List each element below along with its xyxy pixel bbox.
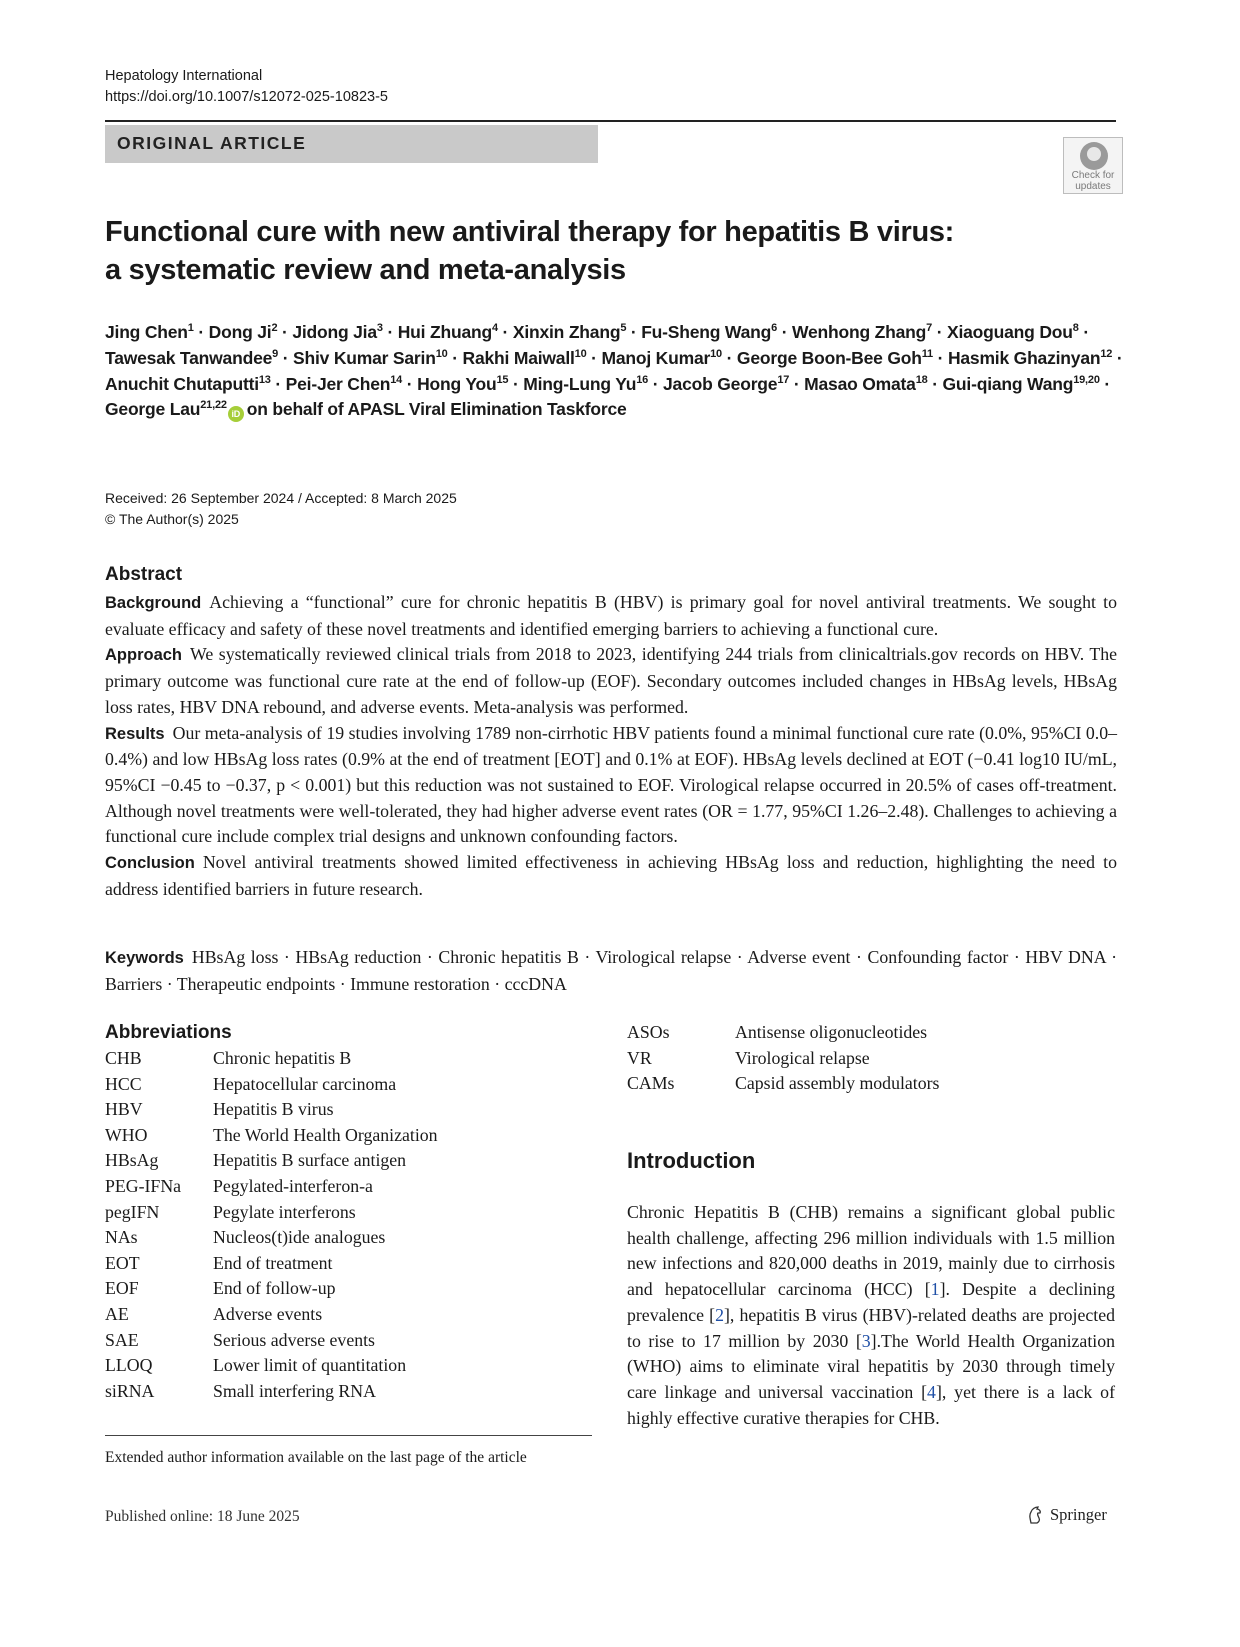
author-name[interactable]: Xiaoguang Dou xyxy=(947,322,1073,342)
author-name[interactable]: Jacob George xyxy=(663,373,778,394)
springer-horse-icon xyxy=(1025,1505,1045,1525)
author-name[interactable]: Tawesak Tanwandee xyxy=(105,347,273,368)
author-affiliation: 17 xyxy=(777,373,790,386)
abbreviation-definition: Capsid assembly modulators xyxy=(735,1073,940,1094)
paragraph-text: Chronic Hepatitis B (CHB) remains a significant global public health challenge, affecting 296 million individuals with 1.5 million new infections and 820,000 deaths in 2019, mainly due to cirrhosis and hepatocellular carcinoma (HCC) [ xyxy=(627,1202,1115,1300)
check-for-updates-icon xyxy=(1080,142,1108,170)
keywords-text: HBsAg loss · HBsAg reduction · Chronic hepatitis B · Virological relapse · Adverse event · Confounding factor · HBV DNA · Barriers · Therapeutic endpoints · Immune restoration · cccDNA xyxy=(105,947,1117,994)
abbreviations-right-column xyxy=(627,1020,939,1097)
check-for-updates-button[interactable] xyxy=(1063,137,1123,194)
keywords-label: Keywords xyxy=(105,949,184,967)
author-affiliation: 11 xyxy=(921,347,933,360)
abbreviation-row xyxy=(105,1200,438,1226)
author-affiliation: 9 xyxy=(272,347,279,360)
author-name[interactable]: Gui-qiang Wang xyxy=(942,373,1074,394)
abbreviation-term: ASOs xyxy=(627,1022,670,1042)
author-name[interactable]: Hong You xyxy=(417,373,497,394)
author-affiliation: 10 xyxy=(574,347,587,360)
abbreviation-definition: Serious adverse events xyxy=(213,1329,375,1350)
abstract-conclusion: Conclusion Novel antiviral treatments showed limited effectiveness in achieving HBsAg loss and reduction, highlighting the need to address identified barriers in future research. xyxy=(105,852,1117,899)
abbreviation-term: LLOQ xyxy=(105,1355,153,1376)
abstract-background: Background Achieving a “functional” cure for chronic hepatitis B (HBV) is primary goal for novel antiviral treatments. We sought to evaluate efficacy and safety of these novel treatments and identified emerging barriers to achieving a functional cure. xyxy=(105,592,1117,639)
abbreviations-left-column xyxy=(105,1046,438,1404)
abbreviation-term: HCC xyxy=(105,1073,142,1094)
abbreviation-row xyxy=(627,1046,939,1072)
author-name[interactable]: Wenhong Zhang xyxy=(792,322,927,342)
author-name[interactable]: Ming-Lung Yu xyxy=(523,373,637,394)
keywords xyxy=(105,945,1117,997)
abbreviation-term: CAMs xyxy=(627,1073,675,1094)
abbreviation-definition: Pegylated-interferon-a xyxy=(213,1175,373,1196)
abbreviation-row xyxy=(105,1123,438,1149)
abbreviation-definition: The World Health Organization xyxy=(213,1124,438,1145)
header-rule xyxy=(105,120,1116,122)
abbreviation-term: pegIFN xyxy=(105,1201,160,1222)
abbreviation-definition: Hepatocellular carcinoma xyxy=(213,1073,397,1094)
abbreviation-term: PEG-IFNa xyxy=(105,1175,182,1196)
abbreviation-term: EOF xyxy=(105,1278,139,1299)
authors-group-suffix: on behalf of APASL Viral Elimination Taskforce xyxy=(246,399,627,420)
article-title: Functional cure with new antiviral therapy for hepatitis B virus: a systematic review and meta-analysis xyxy=(105,216,955,286)
author-affiliation: 21,22 xyxy=(200,399,227,412)
publisher-name: Springer xyxy=(1050,1505,1107,1524)
abbreviation-term: HBV xyxy=(105,1099,143,1120)
citation-link[interactable]: 2 xyxy=(715,1304,724,1325)
author-affiliation: 10 xyxy=(710,347,722,360)
author-name[interactable]: George Lau xyxy=(105,399,201,420)
abbreviation-definition: Adverse events xyxy=(213,1303,323,1324)
abbreviation-definition: Chronic hepatitis B xyxy=(213,1048,352,1068)
journal-name: Hepatology International xyxy=(105,68,263,84)
abbreviation-definition: End of follow-up xyxy=(213,1278,336,1299)
received-accepted: Received: 26 September 2024 / Accepted: 8 March 2025 xyxy=(105,490,457,506)
abbreviations-heading: Abbreviations xyxy=(105,1022,232,1043)
author-affiliation: 6 xyxy=(771,322,778,335)
author-name[interactable]: Fu-Sheng Wang xyxy=(641,322,772,342)
paragraph-text: ], yet there is a lack of highly effective curative therapies for CHB. xyxy=(627,1381,1115,1428)
citation-link[interactable]: 3 xyxy=(861,1330,871,1351)
abbreviation-definition: Hepatitis B surface antigen xyxy=(213,1150,407,1171)
author-list: Jing Chen$^1$ · Dong $Ji^2$ · Jidong Jia$^3$ · Hui Zhuang$^4$ · Xinxin Zhang$^5$ · Fu-Sheng Wang$^6$ · Wenhong Zhang$^7$ · Xiaoguang Dou$^8$ · Tawesak Tanwandee$^9$ · Shiv Kumar Sarin$^{10}$ · Rakhi Maiwall$^{10}$ · Manoj Kumar$^{10}$ · George Boon-Bee Goh$^{11}$ · Hasmik Ghazinyan$^{12}$ · Anuchit Chutaputti$^{13}$ · Pei-Jer Chen$^{14}$ · Hong You$^{15}$ · Ming-Lung $Yu^{16}$ · Jacob George$^{17}$ · Masao Omata$^{18}$ · Gui-qiang Wang$^{19,20}$ · George Lau$^{21,22}$iD on behalf of APASL Viral Elimination Taskforce xyxy=(105,320,1125,423)
introduction-paragraph xyxy=(627,1200,1115,1431)
author-name[interactable]: Anuchit Chutaputti xyxy=(105,373,259,394)
doi-link[interactable]: https://doi.org/10.1007/s12072-025-10823-5 xyxy=(105,89,388,105)
paragraph-text: ]. Despite a declining prevalence [ xyxy=(627,1279,1115,1325)
abbreviation-row xyxy=(105,1225,438,1251)
abbreviation-term: NAs xyxy=(105,1227,138,1248)
journal-header xyxy=(105,66,388,108)
author-affiliation: 3 xyxy=(376,322,383,335)
author-affiliation: 15 xyxy=(496,373,509,386)
author-affiliation: 2 xyxy=(271,322,278,335)
abbreviation-term: HBsAg xyxy=(105,1150,159,1171)
orcid-icon[interactable]: iD xyxy=(228,406,244,422)
author-affiliation: 18 xyxy=(915,373,928,386)
abbreviation-definition: Lower limit of quantitation xyxy=(213,1355,407,1376)
abbreviation-definition: Small interfering RNA xyxy=(213,1380,376,1401)
author-name[interactable]: Xinxin Zhang xyxy=(512,322,621,342)
abbreviation-row xyxy=(105,1353,438,1379)
article-dates xyxy=(105,488,457,530)
abstract-approach: Approach We systematically reviewed clinical trials from 2018 to 2023, identifying 244 trials from clinicaltrials.gov records on HBV. The primary outcome was functional cure rate at the end of follow-up (EOF). Secondary outcomes included changes in HBsAg levels, HBsAg loss rates, HBV DNA rebound, and adverse events. Meta-analysis was performed. xyxy=(105,644,1117,717)
published-date: Published online: 18 June 2025 xyxy=(105,1508,300,1525)
author-name[interactable]: Hasmik Ghazinyan xyxy=(947,347,1101,368)
author-name[interactable]: Dong Ji xyxy=(208,322,272,342)
abbreviation-row xyxy=(105,1097,438,1123)
abbreviation-row xyxy=(105,1276,438,1302)
abbreviation-definition: Virological relapse xyxy=(735,1047,870,1068)
abbreviation-row xyxy=(627,1020,939,1046)
footnote-rule xyxy=(105,1435,592,1436)
abbreviation-term: VR xyxy=(627,1047,652,1068)
author-affiliation: 1 xyxy=(187,322,194,335)
abbreviation-definition: End of treatment xyxy=(213,1252,333,1273)
author-affiliation: 8 xyxy=(1072,322,1079,335)
abstract-results: Results Our meta-analysis of 19 studies involving 1789 non-cirrhotic HBV patients found a minimal functional cure rate (0.0%, 95%CI 0.0–0.4%) and low HBsAg loss rates (0.9% at the end of treatment [EOT] and 0.1% at EOF). HBsAg levels declined at EOT (−0.41 log10 IU/mL, 95%CI −0.45 to −0.37, p < 0.001) but this reduction was not sustained to EOF. Virological relapse occurred in 20.5% of cases off-treatment. Although novel treatments were well-tolerated, they had higher adverse event rates (OR = 1.77, 95%CI 1.26–2.48). Challenges to achieving a functional cure include complex trial designs and unknown confounding factors. xyxy=(105,722,1117,847)
abbreviation-definition: Antisense oligonucleotides xyxy=(735,1022,928,1042)
abbreviation-row xyxy=(105,1328,438,1354)
author-name[interactable]: Jing Chen xyxy=(105,322,188,342)
abstract-heading: Abstract xyxy=(105,564,183,585)
copyright: © The Author(s) 2025 xyxy=(105,511,239,527)
article-type: ORIGINAL ARTICLE xyxy=(117,133,307,153)
publisher-logo[interactable] xyxy=(1025,1505,1107,1525)
abbreviation-row xyxy=(105,1174,438,1200)
abbreviation-row xyxy=(105,1251,438,1277)
abbreviation-row xyxy=(105,1046,438,1072)
author-affiliation: 4 xyxy=(491,322,498,335)
author-name[interactable]: Masao Omata xyxy=(804,373,916,394)
author-name[interactable]: Manoj Kumar xyxy=(601,347,711,368)
abbreviation-term: SAE xyxy=(105,1329,139,1350)
abbreviation-definition: Hepatitis B virus xyxy=(213,1099,334,1120)
citation-link[interactable]: 1 xyxy=(930,1279,940,1300)
introduction-heading: Introduction xyxy=(627,1148,756,1173)
abbreviation-term: siRNA xyxy=(105,1380,155,1401)
author-name[interactable]: Rakhi Maiwall xyxy=(462,347,575,368)
abbreviation-definition: Pegylate interferons xyxy=(213,1201,356,1222)
abbreviation-term: EOT xyxy=(105,1252,140,1273)
author-name[interactable]: George Boon-Bee Goh xyxy=(736,347,922,368)
author-name[interactable]: Jidong Jia xyxy=(292,322,377,342)
footnote: Extended author information available on the last page of the article xyxy=(105,1449,527,1466)
abbreviation-term: AE xyxy=(105,1303,129,1324)
paragraph-text: ], hepatitis B virus (HBV)-related deaths are projected to rise to 17 million by 2030 [ xyxy=(627,1304,1115,1351)
abbreviation-row xyxy=(105,1302,438,1328)
citation-link[interactable]: 4 xyxy=(927,1381,936,1402)
abbreviation-definition: Nucleos(t)ide analogues xyxy=(213,1227,386,1248)
abbreviation-term: CHB xyxy=(105,1048,142,1068)
author-affiliation: 5 xyxy=(620,322,627,335)
abstract-body xyxy=(105,590,1117,902)
author-affiliation: 19,20 xyxy=(1073,373,1100,386)
author-affiliation: 12 xyxy=(1100,347,1113,360)
abbreviation-row xyxy=(627,1071,939,1097)
abbreviation-row xyxy=(105,1072,438,1098)
paragraph-text: ].The World Health Organization (WHO) aims to eliminate viral hepatitis by 2030 through timely care linkage and universal vaccination [ xyxy=(627,1330,1115,1402)
abbreviation-row xyxy=(105,1379,438,1405)
author-name[interactable]: Hui Zhuang xyxy=(397,322,492,342)
author-affiliation: 7 xyxy=(926,322,933,335)
author-name[interactable]: Pei-Jer Chen xyxy=(285,373,391,394)
abbreviation-term: WHO xyxy=(105,1124,148,1145)
abbreviation-row xyxy=(105,1148,438,1174)
author-name[interactable]: Shiv Kumar Sarin xyxy=(293,347,436,368)
author-affiliation: 14 xyxy=(390,373,403,386)
author-affiliation: 16 xyxy=(636,373,649,386)
check-for-updates-label: Check for updates xyxy=(1071,170,1115,192)
author-affiliation: 10 xyxy=(435,347,448,360)
author-affiliation: 13 xyxy=(258,373,271,386)
